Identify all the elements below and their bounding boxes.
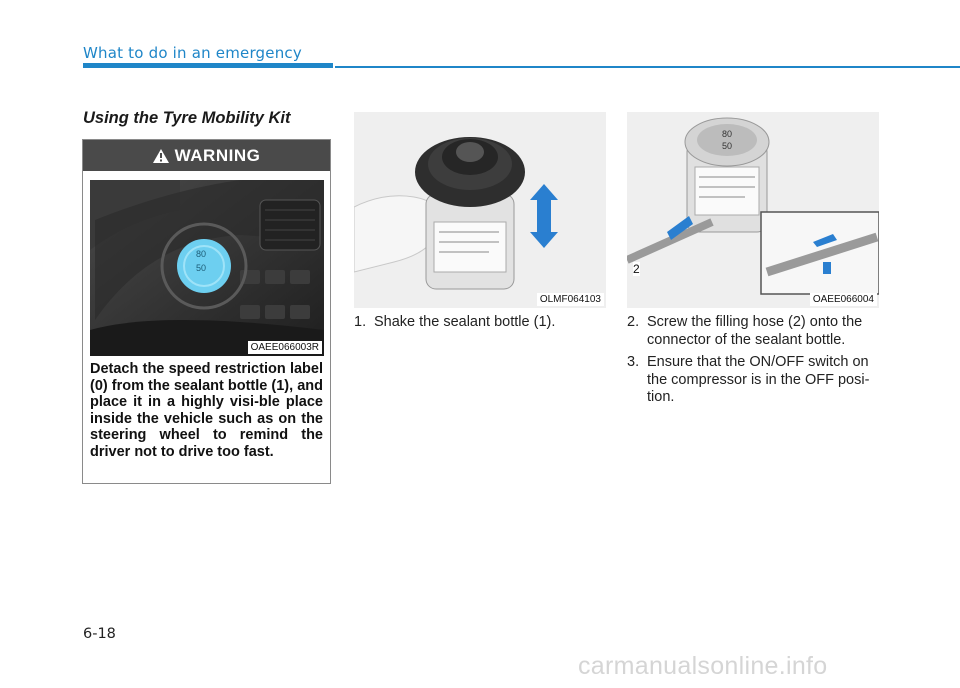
- page-number: 6-18: [83, 626, 116, 642]
- step-text: Ensure that the ON/OFF switch on the compressor is in the OFF posi-tion.: [647, 354, 870, 405]
- step-text: Shake the sealant bottle (1).: [374, 314, 556, 330]
- label-speed-top: 80: [722, 129, 733, 139]
- warning-header: [83, 140, 330, 171]
- step-number: 3.: [627, 354, 640, 370]
- header-rule: [335, 66, 960, 68]
- warning-triangle-icon: [153, 149, 169, 163]
- label-speed-top: 80: [196, 249, 207, 259]
- step-number: 1.: [354, 314, 367, 330]
- warning-box: [82, 139, 331, 484]
- image-code: OAEE066004: [810, 293, 877, 306]
- image-code: OAEE066003R: [248, 341, 322, 354]
- label-speed-bottom: 50: [196, 263, 207, 273]
- dashboard-illustration: [90, 180, 324, 356]
- image-code: OLMF064103: [537, 293, 604, 306]
- filling-hose-photo: [627, 112, 879, 308]
- step-column-1: [354, 314, 608, 332]
- hose-callout-number: 2: [633, 262, 640, 276]
- step-column-2: [627, 314, 881, 407]
- section-title: Using the Tyre Mobility Kit: [83, 109, 291, 127]
- dashboard-photo: [90, 180, 324, 356]
- filling-hose-illustration: [627, 112, 879, 308]
- step-text: Screw the filling hose (2) onto the connector of the sealant bottle.: [647, 314, 863, 348]
- warning-text: Detach the speed restriction label (0) from the sealant bottle (1), and place it in a highly visi-ble place inside the vehicle such as on the steering wheel to remind the driver not to drive too fast.: [90, 361, 323, 460]
- shake-bottle-photo: [354, 112, 606, 308]
- label-speed-bottom: 50: [722, 141, 733, 151]
- section-header-title: What to do in an emergency: [83, 44, 302, 62]
- step-item: [354, 314, 608, 332]
- step-number: 2.: [627, 314, 640, 330]
- watermark: carmanualsonline.info: [578, 652, 828, 680]
- warning-heading: WARNING: [174, 145, 261, 165]
- step-item: [627, 354, 881, 407]
- header-accent-bar: [83, 63, 333, 68]
- step-item: [627, 314, 881, 349]
- shake-bottle-illustration: [354, 112, 606, 308]
